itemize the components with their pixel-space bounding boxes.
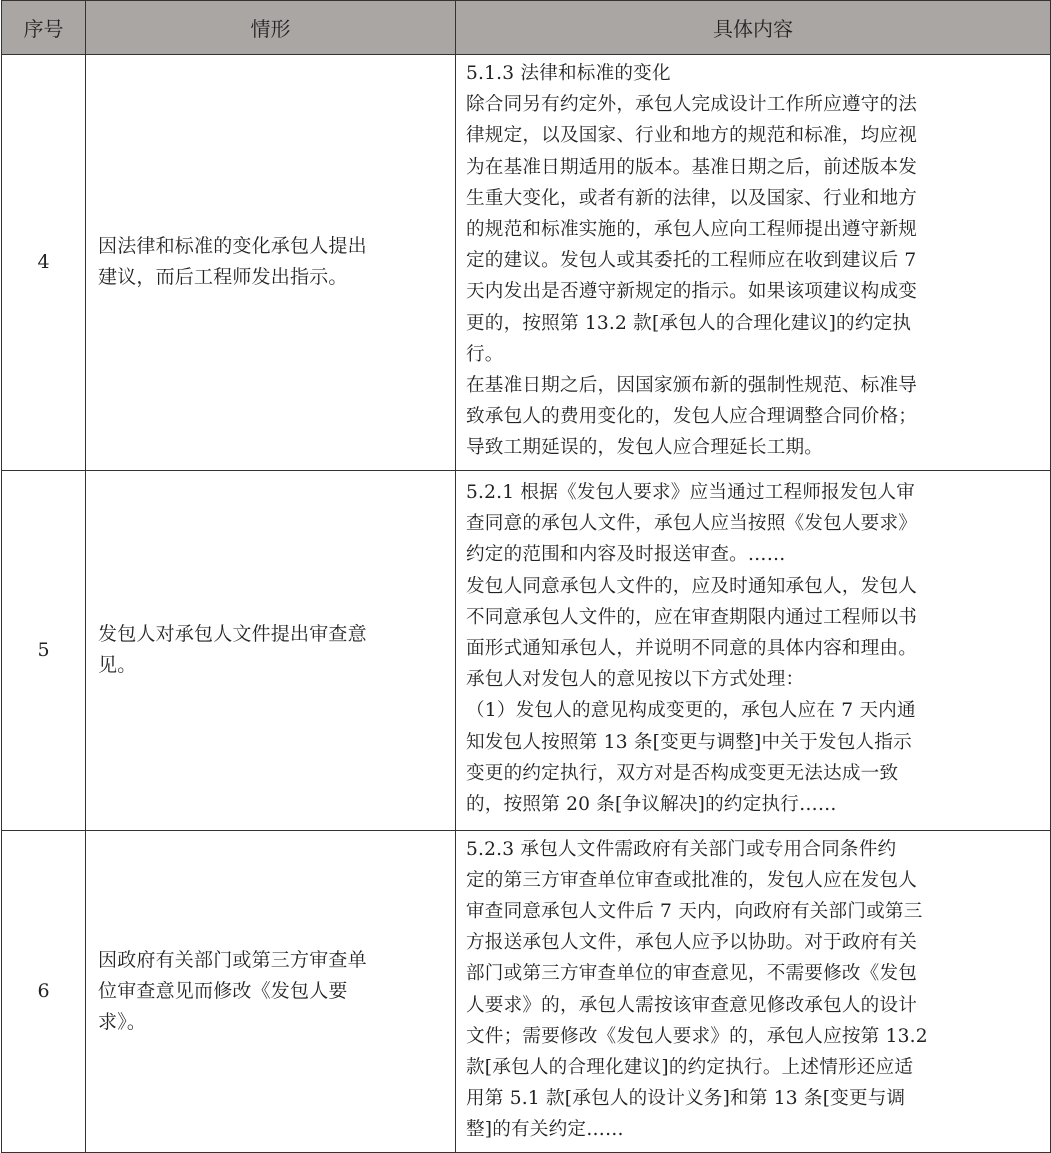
content-line: 导致工期延误的，发包人应合理延长工期。: [466, 437, 824, 459]
content-line: 知发包人按照第 13 条[变更与调整]中关于发包人指示: [466, 731, 912, 753]
content-line: 部门或第三方审查单位的审查意见，不需要修改《发包: [466, 963, 918, 985]
content-line: 款[承包人的合理化建议]的约定执行。上述情形还应适: [466, 1057, 914, 1079]
content-line: （1）发包人的意见构成变更的，承包人应在 7 天内通: [466, 700, 916, 722]
content-line: 变更的约定执行，双方对是否构成变更无法达成一致: [466, 762, 899, 784]
content-line: 的规范和标准实施的，承包人应向工程师提出遵守新规: [466, 219, 918, 241]
situation-line: 求》。: [98, 1010, 147, 1033]
content-line: 5.2.1 根据《发包人要求》应当通过工程师报发包人审: [466, 482, 916, 504]
row-situation: [86, 830, 456, 1152]
content-line: 承包人对发包人的意见按以下方式处理：: [466, 669, 805, 691]
content-line: 方报送承包人文件，承包人应予以协助。对于政府有关: [466, 932, 918, 954]
situation-line: 位审查意见而修改《发包人要: [98, 979, 348, 1002]
content-line: 的，按照第 20 条[争议解决]的约定执行……: [466, 794, 837, 816]
table-row: [2, 830, 1051, 1152]
content-line: 除合同另有约定外，承包人完成设计工作所应遵守的法: [466, 94, 918, 116]
content-line: 查同意的承包人文件，承包人应当按照《发包人要求》: [466, 513, 918, 535]
content-line: 在基准日期之后，因国家颁布新的强制性规范、标准导: [466, 375, 918, 397]
table-row: [2, 55, 1051, 471]
situation-line: 见。: [98, 654, 137, 677]
situation-line: 因政府有关部门或第三方审查单: [98, 948, 367, 971]
row-content: [456, 55, 1051, 471]
header-index: 序号: [2, 1, 86, 55]
content-line: 5.2.3 承包人文件需政府有关部门或专用合同条件约: [466, 838, 897, 860]
content-line: 为在基准日期适用的版本。基准日期之后，前述版本发: [466, 156, 918, 178]
content-line: 更的，按照第 13.2 款[承包人的合理化建议]的约定执: [466, 312, 912, 334]
content-line: 不同意承包人文件的，应在审查期限内通过工程师以书: [466, 606, 918, 628]
content-line: 致承包人的费用变化的，发包人应合理调整合同价格；: [466, 406, 918, 428]
content-line: 定的第三方审查单位审查或批准的，发包人应在发包人: [466, 869, 918, 891]
content-line: 生重大变化，或者有新的法律，以及国家、行业和地方: [466, 187, 918, 209]
content-line: 律规定，以及国家、行业和地方的规范和标准，均应视: [466, 125, 918, 147]
row-index: 4: [2, 55, 86, 471]
table-row: [2, 470, 1051, 830]
content-line: 5.1.3 法律和标准的变化: [466, 63, 671, 84]
content-line: 审查同意承包人文件后 7 天内，向政府有关部门或第三: [466, 901, 923, 923]
content-line: 用第 5.1 款[承包人的设计义务]和第 13 条[变更与调: [466, 1088, 906, 1110]
row-situation: [86, 470, 456, 830]
header-row: [2, 1, 1051, 55]
row-content: [456, 830, 1051, 1152]
content-line: 行。: [466, 343, 504, 365]
content-line: 发包人同意承包人文件的，应及时通知承包人，发包人: [466, 575, 918, 597]
header-situation: 情形: [86, 1, 456, 55]
row-index: 5: [2, 470, 86, 830]
content-line: 天内发出是否遵守新规定的指示。如果该项建议构成变: [466, 281, 918, 303]
clause-table: [1, 0, 1051, 1153]
content-line: 整]的有关约定……: [466, 1119, 624, 1141]
content-line: 文件；需要修改《发包人要求》的，承包人应按第 13.2: [466, 1025, 928, 1047]
situation-line: 建议，而后工程师发出指示。: [98, 266, 348, 289]
row-content: [456, 470, 1051, 830]
content-line: 定的建议。发包人或其委托的工程师应在收到建议后 7: [466, 250, 917, 272]
header-content: 具体内容: [456, 1, 1051, 55]
situation-line: 因法律和标准的变化承包人提出: [98, 235, 367, 258]
row-situation: [86, 55, 456, 471]
situation-line: 发包人对承包人文件提出审查意: [98, 623, 367, 646]
content-line: 约定的范围和内容及时报送审查。……: [466, 544, 786, 566]
content-line: 人要求》的，承包人需按该审查意见修改承包人的设计: [466, 994, 918, 1016]
content-line: 面形式通知承包人，并说明不同意的具体内容和理由。: [466, 638, 918, 660]
row-index: 6: [2, 830, 86, 1152]
